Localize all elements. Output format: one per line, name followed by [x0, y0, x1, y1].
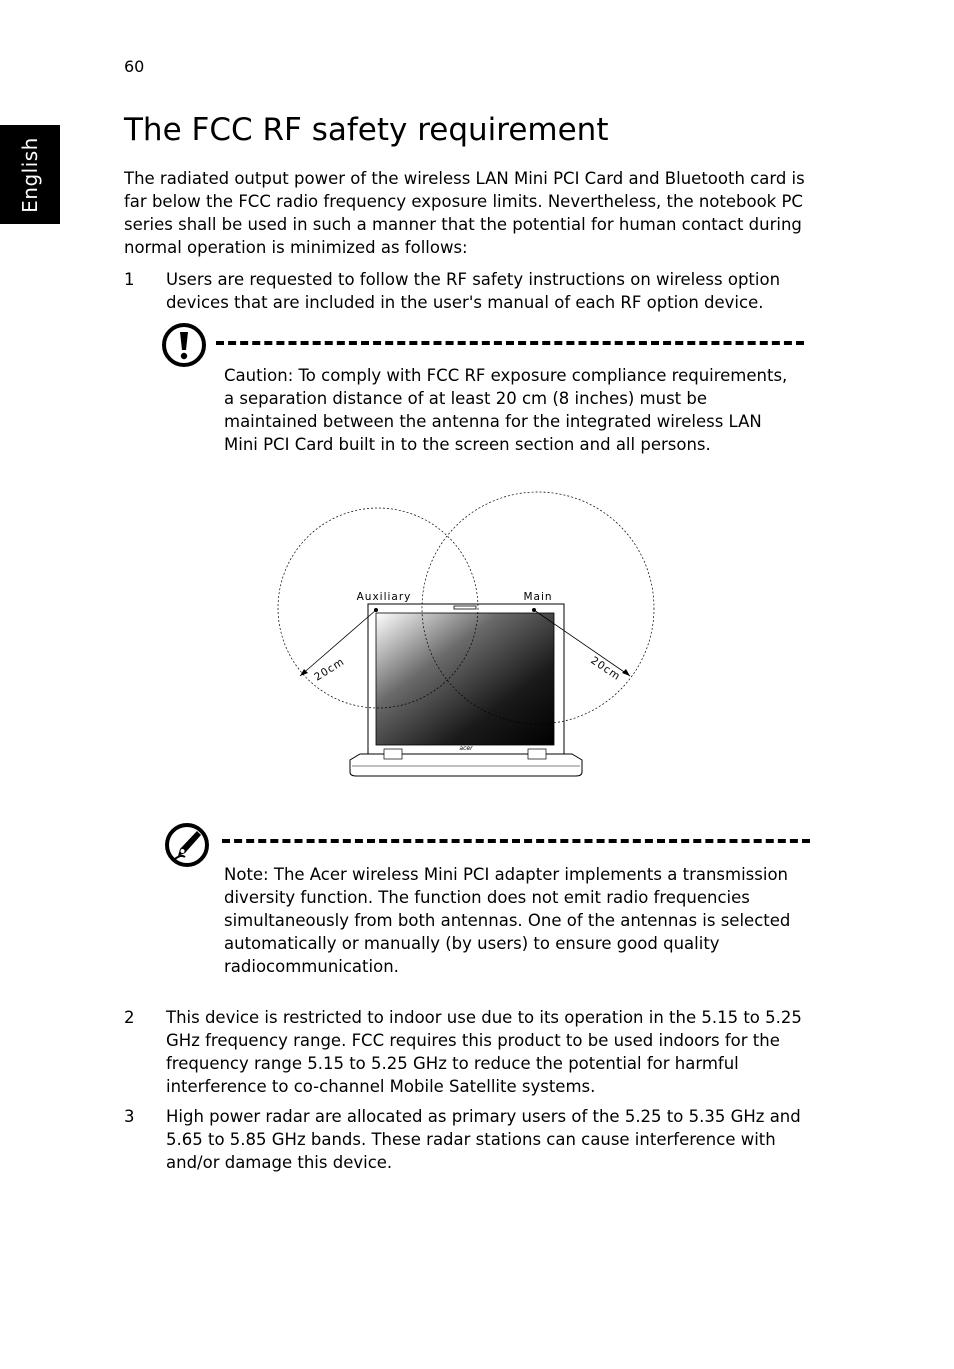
distance-label-left: 20cm: [312, 655, 347, 684]
list-item-text: Users are requested to follow the RF safety instructions on wireless option devices that are included in the user's manual of each RF option device.: [166, 270, 781, 312]
hinge-right: [528, 749, 546, 759]
caution-label: Caution: [224, 366, 288, 385]
exclamation-icon: [160, 321, 208, 369]
hinge-left: [384, 749, 402, 759]
note-text: The Acer wireless Mini PCI adapter implements a transmission diversity function. The function does not emit radio frequencies simultaneously from both antennas. One of the antennas is selected automatically or manually (by users) to ensure good quality radiocommunication.: [224, 865, 791, 976]
label-main: Main: [523, 591, 553, 603]
brand-logo: acer: [459, 745, 473, 752]
pen-note-icon: [163, 821, 211, 869]
intro-paragraph: The radiated output power of the wireless LAN Mini PCI Card and Bluetooth card is far below the FCC radio frequency exposure limits. Nevertheless, the notebook PC series shall be used in such a manner that the potential for human contact during normal operation is minimized as follows:: [124, 169, 805, 257]
note-notice: [224, 863, 794, 978]
caution-text: : To comply with FCC RF exposure compliance requirements, a separation distance of at least 20 cm (8 inches) must be maintained between the antenna for the integrated wireless LAN Mini PCI Card built in to the screen section and all persons.: [224, 366, 788, 454]
list-item-number: 2: [124, 1008, 135, 1027]
note-label: Note:: [224, 865, 269, 884]
caution-divider: [216, 341, 804, 345]
page-title: The FCC RF safety requirement: [124, 112, 609, 148]
note-divider: [222, 839, 810, 843]
page-number: 60: [124, 57, 145, 76]
label-auxiliary: Auxiliary: [356, 591, 412, 603]
distance-label-right: 20cm: [588, 654, 623, 684]
list-item-number: 1: [124, 270, 135, 289]
language-tab: [0, 125, 60, 224]
laptop-latch: [454, 606, 476, 609]
list-item-number: 3: [124, 1107, 135, 1126]
antenna-diagram: [270, 486, 670, 786]
list-item-text: High power radar are allocated as primary users of the 5.25 to 5.35 GHz and 5.65 to 5.85 GHz bands. These radar stations can cause interference with and/or damage this device.: [166, 1107, 801, 1172]
language-tab-label: English: [18, 136, 42, 213]
list-item-text: This device is restricted to indoor use due to its operation in the 5.15 to 5.25 GHz frequency range. FCC requires this product to be used indoors for the frequency range 5.15 to 5.25 GHz to reduce the potential for harmful interference to co-channel Mobile Satellite systems.: [166, 1008, 802, 1096]
laptop-screen: [376, 613, 554, 745]
caution-notice: [224, 364, 794, 456]
